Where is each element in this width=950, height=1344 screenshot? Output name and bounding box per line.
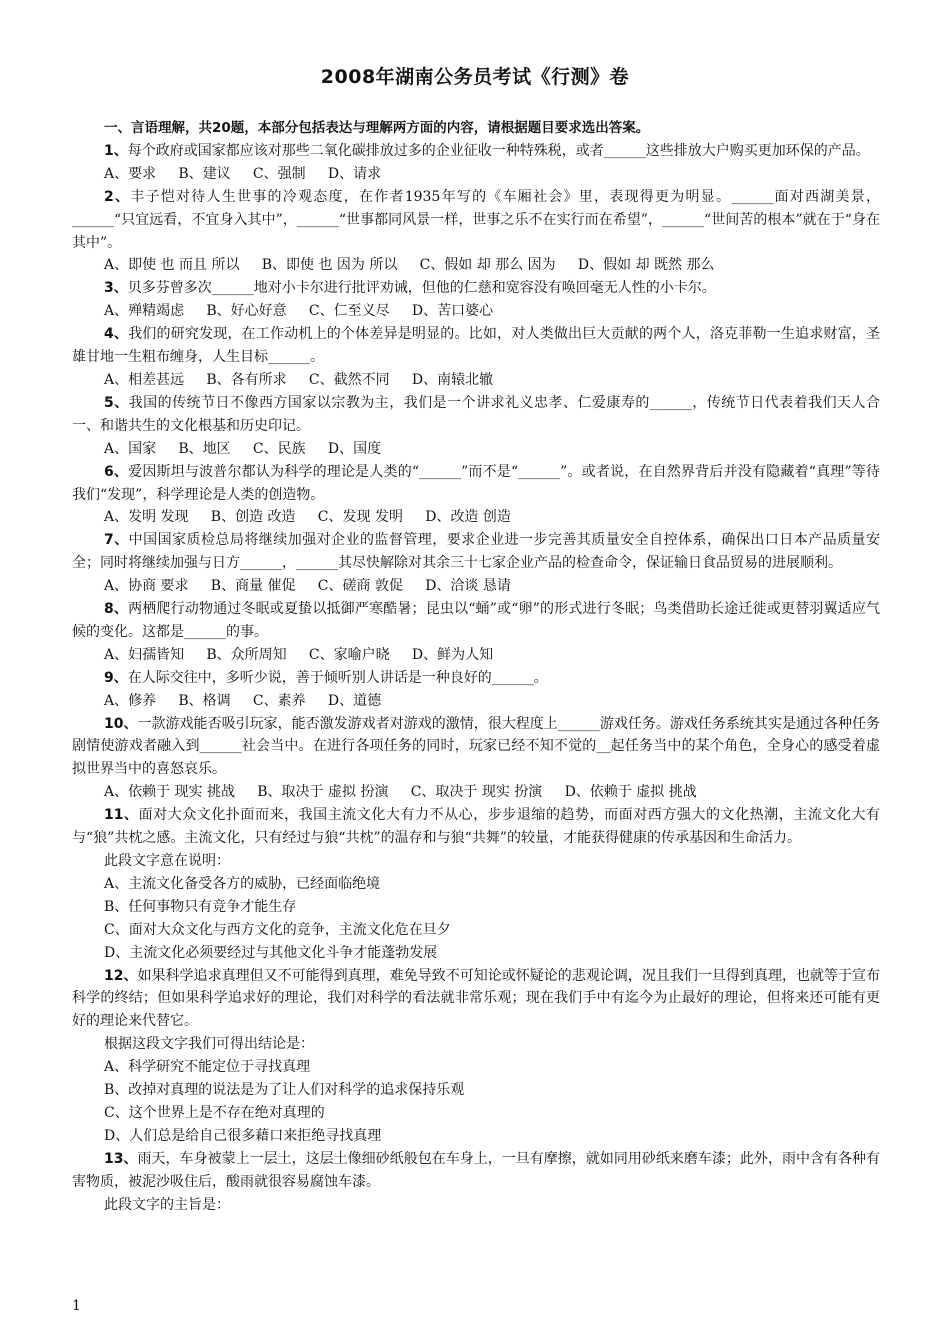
section-heading: 一、言语理解，共20题，本部分包括表达与理解两方面的内容，请根据题目要求选出答案。 xyxy=(104,120,650,136)
question-stem xyxy=(72,323,880,369)
question-number: 13、 xyxy=(104,1150,138,1167)
answer-options: C、这个世界上是不存在绝对真理的 xyxy=(104,1104,325,1121)
question-stem xyxy=(72,392,880,438)
question-number: 11、 xyxy=(104,807,139,824)
question-text: 贝多芬曾多次______地对小卡尔进行批评劝诫，但他的仁慈和宽容没有唤回毫无人性的小卡尔。 xyxy=(127,280,716,297)
question-stem xyxy=(72,667,880,690)
question-text: 在人际交往中，多听少说，善于倾听别人讲话是一种良好的______。 xyxy=(127,669,548,686)
question-number: 12、 xyxy=(104,967,138,984)
answer-options: A、修养 B、格调 C、素养 D、道德 xyxy=(104,692,382,709)
answer-options: A、主流文化备受各方的威胁，已经面临绝境 xyxy=(104,875,381,892)
question-text: 丰子恺对待人生世事的冷观态度，在作者1935年写的《车厢社会》里，表现得更为明显。______面对西湖美景，______“只宜远看，不宜身入其中”，______“世事都同风景一样，世事之乐不在实行而在希望”，______“世间苦的根本”就在于“身在其中”。 xyxy=(72,188,880,251)
answer-options: A、科学研究不能定位于寻找真理 xyxy=(104,1059,311,1076)
question-stem xyxy=(72,598,880,644)
question-number: 7、 xyxy=(104,532,129,549)
question-stem xyxy=(72,804,880,850)
question-prompt: 此段文字意在说明： xyxy=(104,853,230,869)
question-stem xyxy=(72,140,880,163)
question-number: 2、 xyxy=(104,188,131,205)
question-stem xyxy=(72,461,880,507)
question-text: 我们的研究发现，在工作动机上的个体差异是明显的。比如，对人类做出巨大贡献的两个人，洛克菲勒一生追求财富，圣雄甘地一生粗布缠身，人生目标______。 xyxy=(72,326,880,366)
question-stem xyxy=(72,529,880,575)
question-text: 中国国家质检总局将继续加强对企业的监督管理，要求企业进一步完善其质量安全自控体系，确保出口日本产品质量安全；同时将继续加强与日方______，______其尽快解除对其余三十七家企业产品的检查命令，保证输日食品贸易的进展顺利。 xyxy=(72,532,880,572)
answer-options: A、殚精竭虑 B、好心好意 C、仁至义尽 D、苦口婆心 xyxy=(104,303,494,320)
question-number: 3、 xyxy=(104,280,128,297)
page-title: 2008年湖南公务员考试《行测》卷 xyxy=(320,66,630,88)
answer-options: D、人们总是给自己很多藉口来拒绝寻找真理 xyxy=(104,1127,382,1144)
question-stem xyxy=(72,965,880,1034)
question-number: 5、 xyxy=(104,394,129,411)
question-stem xyxy=(72,277,880,300)
question-text: 一款游戏能否吸引玩家，能否激发游戏者对游戏的激情，很大程度上______游戏任务。游戏任务系统其实是通过各种任务剧情使游戏者融入到______社会当中。在进行各项任务的同时，玩家已经不知不觉的__起任务当中的某个角色，全身心的感受着虚拟世界当中的喜怒哀乐。 xyxy=(72,715,881,778)
answer-options: A、依赖于 现实 挑战 B、取决于 虚拟 扮演 C、取决于 现实 扮演 D、依赖于 虚拟 挑战 xyxy=(104,784,697,801)
question-prompt: 根据这段文字我们可得出结论是： xyxy=(104,1036,314,1053)
answer-options: B、改掉对真理的说法是为了让人们对科学的追求保持乐观 xyxy=(104,1082,465,1099)
question-prompt: 此段文字的主旨是： xyxy=(104,1196,230,1213)
answer-options: A、国家 B、地区 C、民族 D、国度 xyxy=(104,440,382,457)
question-number: 4、 xyxy=(104,326,129,343)
answer-options: A、相差甚远 B、各有所求 C、截然不同 D、南辕北辙 xyxy=(104,371,494,388)
answer-options: A、协商 要求 B、商量 催促 C、磋商 敦促 D、洽谈 恳请 xyxy=(104,578,511,595)
answer-options: D、主流文化必须要经过与其他文化斗争才能蓬勃发展 xyxy=(104,944,438,961)
question-stem xyxy=(72,1148,880,1194)
answer-options: A、妇孺皆知 B、众所周知 C、家喻户晓 D、鲜为人知 xyxy=(104,646,494,663)
answer-options: A、即使 也 而且 所以 B、即使 也 因为 所以 C、假如 却 那么 因为 D、假如 却 既然 那么 xyxy=(104,257,715,274)
question-stem xyxy=(72,186,880,255)
question-text: 每个政府或国家都应该对那些二氧化碳排放过多的企业征收一种特殊税，或者______这些排放大户购买更加环保的产品。 xyxy=(127,142,870,159)
answer-options: B、任何事物只有竞争才能生存 xyxy=(104,898,297,915)
answer-options: A、发明 发现 B、创造 改造 C、发现 发明 D、改造 创造 xyxy=(104,509,511,526)
question-text: 我国的传统节日不像西方国家以宗教为主，我们是一个讲求礼义忠孝、仁爱康寿的______，传统节日代表着我们天人合一、和谐共生的文化根基和历史印记。 xyxy=(72,394,880,434)
question-text: 两栖爬行动物通过冬眠或夏蛰以抵御严寒酷暑；昆虫以“蛹”或“卵”的形式进行冬眠；鸟类借助长途迁徙或更替羽翼适应气候的变化。这都是______的事。 xyxy=(72,601,880,640)
question-text: 面对大众文化扑面而来，我国主流文化大有力不从心，步步退缩的趋势，而面对西方强大的文化热潮，主流文化大有与“狼”共枕之感。主流文化，只有经过与狼“共枕”的温存和与狼“共舞”的较量，才能获得健康的传承基因和生命活力。 xyxy=(72,807,881,847)
question-number: 10、 xyxy=(104,715,138,732)
question-stem xyxy=(72,713,880,782)
question-text: 爱因斯坦与波普尔都认为科学的理论是人类的“______”而不是“______”。或者说，在自然界背后并没有隐藏着“真理”等待我们“发现”，科学理论是人类的创造物。 xyxy=(72,463,880,503)
question-number: 8、 xyxy=(104,601,129,618)
document-body xyxy=(72,117,880,1217)
question-number: 9、 xyxy=(104,669,128,686)
answer-options: C、面对大众文化与西方文化的竞争，主流文化危在旦夕 xyxy=(104,921,451,938)
question-text: 雨天，车身被蒙上一层土，这层土像细砂纸般包在车身上，一旦有摩擦，就如同用砂纸来磨车漆；此外，雨中含有各种有害物质，被泥沙吸住后，酸雨就很容易腐蚀车漆。 xyxy=(72,1150,881,1190)
answer-options: A、要求 B、建议 C、强制 D、请求 xyxy=(104,165,382,182)
page-number: 1 xyxy=(72,1298,81,1314)
question-number: 1、 xyxy=(104,142,128,159)
question-number: 6、 xyxy=(104,463,129,480)
question-text: 如果科学追求真理但又不可能得到真理，难免导致不可知论或怀疑论的悲观论调，况且我们一旦得到真理，也就等于宣布科学的终结；但如果科学追求好的理论，我们对科学的看法就非常乐观；现在我们手中有迄今为止最好的理论，但将来还可能有更好的理论来代替它。 xyxy=(72,967,881,1030)
